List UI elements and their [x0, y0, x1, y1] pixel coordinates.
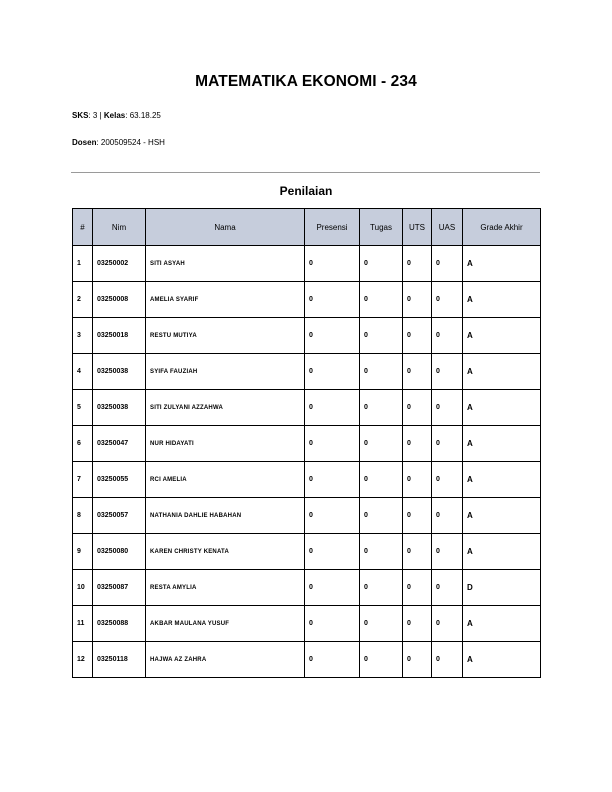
kelas-value: 63.18.25 [129, 111, 161, 120]
cell-uas: 0 [432, 318, 463, 354]
cell-no: 7 [73, 462, 93, 498]
cell-presensi: 0 [305, 426, 360, 462]
cell-presensi: 0 [305, 498, 360, 534]
cell-nim: 03250080 [93, 534, 146, 570]
cell-nim: 03250008 [93, 282, 146, 318]
cell-nama: HAJWA AZ ZAHRA [146, 642, 305, 678]
horizontal-divider [71, 172, 540, 173]
cell-uas: 0 [432, 426, 463, 462]
column-header-no: # [73, 209, 93, 246]
table-row [73, 426, 541, 462]
section-title: Penilaian [279, 184, 333, 198]
column-header-tugas: Tugas [360, 209, 403, 246]
kelas-label: Kelas [103, 111, 126, 120]
colon: : [96, 138, 101, 147]
cell-uas: 0 [432, 534, 463, 570]
sks-label: SKS [72, 111, 89, 120]
cell-uas: 0 [432, 354, 463, 390]
cell-tugas: 0 [360, 246, 403, 282]
table-row [73, 246, 541, 282]
cell-uas: 0 [432, 390, 463, 426]
cell-presensi: 0 [305, 246, 360, 282]
cell-tugas: 0 [360, 318, 403, 354]
cell-nim: 03250087 [93, 570, 146, 606]
cell-uts: 0 [403, 462, 432, 498]
table-row [73, 534, 541, 570]
cell-tugas: 0 [360, 606, 403, 642]
cell-nama: RESTA AMYLIA [146, 570, 305, 606]
cell-tugas: 0 [360, 570, 403, 606]
cell-presensi: 0 [305, 318, 360, 354]
cell-uas: 0 [432, 462, 463, 498]
cell-presensi: 0 [305, 462, 360, 498]
cell-uts: 0 [403, 498, 432, 534]
table-row [73, 570, 541, 606]
cell-uts: 0 [403, 426, 432, 462]
cell-nim: 03250038 [93, 354, 146, 390]
cell-nim: 03250088 [93, 606, 146, 642]
cell-nim: 03250118 [93, 642, 146, 678]
cell-tugas: 0 [360, 642, 403, 678]
cell-nim: 03250018 [93, 318, 146, 354]
cell-no: 3 [73, 318, 93, 354]
cell-nim: 03250038 [93, 390, 146, 426]
table-row [73, 282, 541, 318]
cell-uas: 0 [432, 498, 463, 534]
cell-no: 10 [73, 570, 93, 606]
cell-uts: 0 [403, 282, 432, 318]
cell-grade: D [463, 570, 541, 606]
cell-no: 6 [73, 426, 93, 462]
cell-uts: 0 [403, 246, 432, 282]
cell-nama: RESTU MUTIYA [146, 318, 305, 354]
cell-uas: 0 [432, 606, 463, 642]
cell-grade: A [463, 462, 541, 498]
cell-grade: A [463, 426, 541, 462]
grades-table [72, 208, 541, 678]
cell-no: 4 [73, 354, 93, 390]
table-row [73, 606, 541, 642]
cell-grade: A [463, 534, 541, 570]
page-title: MATEMATIKA EKONOMI - 234 [195, 73, 417, 90]
cell-grade: A [463, 282, 541, 318]
cell-nama: SITI ZULYANI AZZAHWA [146, 390, 305, 426]
cell-nama: AMELIA SYARIF [146, 282, 305, 318]
cell-uas: 0 [432, 282, 463, 318]
cell-tugas: 0 [360, 498, 403, 534]
cell-presensi: 0 [305, 642, 360, 678]
column-header-uas: UAS [432, 209, 463, 246]
column-header-uts: UTS [403, 209, 432, 246]
cell-grade: A [463, 498, 541, 534]
cell-uts: 0 [403, 390, 432, 426]
cell-nim: 03250055 [93, 462, 146, 498]
cell-nama: NUR HIDAYATI [146, 426, 305, 462]
cell-grade: A [463, 606, 541, 642]
cell-grade: A [463, 354, 541, 390]
cell-presensi: 0 [305, 534, 360, 570]
cell-presensi: 0 [305, 390, 360, 426]
cell-presensi: 0 [305, 354, 360, 390]
cell-no: 12 [73, 642, 93, 678]
table-row [73, 498, 541, 534]
cell-uas: 0 [432, 570, 463, 606]
cell-tugas: 0 [360, 354, 403, 390]
cell-uts: 0 [403, 642, 432, 678]
column-header-nama: Nama [146, 209, 305, 246]
cell-no: 11 [73, 606, 93, 642]
colon: : [125, 111, 130, 120]
cell-nama: SITI ASYAH [146, 246, 305, 282]
table-row [73, 390, 541, 426]
cell-no: 9 [73, 534, 93, 570]
cell-uts: 0 [403, 606, 432, 642]
dosen-label: Dosen [72, 138, 97, 147]
cell-grade: A [463, 390, 541, 426]
table-row [73, 318, 541, 354]
cell-grade: A [463, 318, 541, 354]
cell-no: 8 [73, 498, 93, 534]
cell-tugas: 0 [360, 282, 403, 318]
cell-nim: 03250047 [93, 426, 146, 462]
column-header-presensi: Presensi [305, 209, 360, 246]
cell-nim: 03250057 [93, 498, 146, 534]
cell-no: 5 [73, 390, 93, 426]
cell-tugas: 0 [360, 462, 403, 498]
cell-grade: A [463, 246, 541, 282]
cell-nim: 03250002 [93, 246, 146, 282]
sks-value: 3 [92, 111, 98, 120]
cell-tugas: 0 [360, 390, 403, 426]
cell-nama: SYIFA FAUZIAH [146, 354, 305, 390]
column-header-grade: Grade Akhir [463, 209, 541, 246]
cell-uts: 0 [403, 570, 432, 606]
cell-uts: 0 [403, 318, 432, 354]
table-row [73, 642, 541, 678]
cell-nama: RCI AMELIA [146, 462, 305, 498]
cell-presensi: 0 [305, 282, 360, 318]
cell-presensi: 0 [305, 606, 360, 642]
colon: : [88, 111, 93, 120]
cell-nama: AKBAR MAULANA YUSUF [146, 606, 305, 642]
cell-tugas: 0 [360, 426, 403, 462]
column-header-nim: Nim [93, 209, 146, 246]
table-row [73, 462, 541, 498]
cell-no: 2 [73, 282, 93, 318]
cell-nama: NATHANIA DAHLIE HABAHAN [146, 498, 305, 534]
cell-uas: 0 [432, 642, 463, 678]
course-meta-line [72, 111, 161, 120]
lecturer-line [72, 138, 165, 147]
cell-presensi: 0 [305, 570, 360, 606]
cell-nama: KAREN CHRISTY KENATA [146, 534, 305, 570]
cell-tugas: 0 [360, 534, 403, 570]
dosen-value: 200509524 - HSH [100, 138, 165, 147]
cell-grade: A [463, 642, 541, 678]
cell-uts: 0 [403, 354, 432, 390]
cell-uts: 0 [403, 534, 432, 570]
cell-no: 1 [73, 246, 93, 282]
table-row [73, 354, 541, 390]
cell-uas: 0 [432, 246, 463, 282]
meta-separator: | [99, 111, 102, 120]
table-header-row [73, 209, 541, 246]
